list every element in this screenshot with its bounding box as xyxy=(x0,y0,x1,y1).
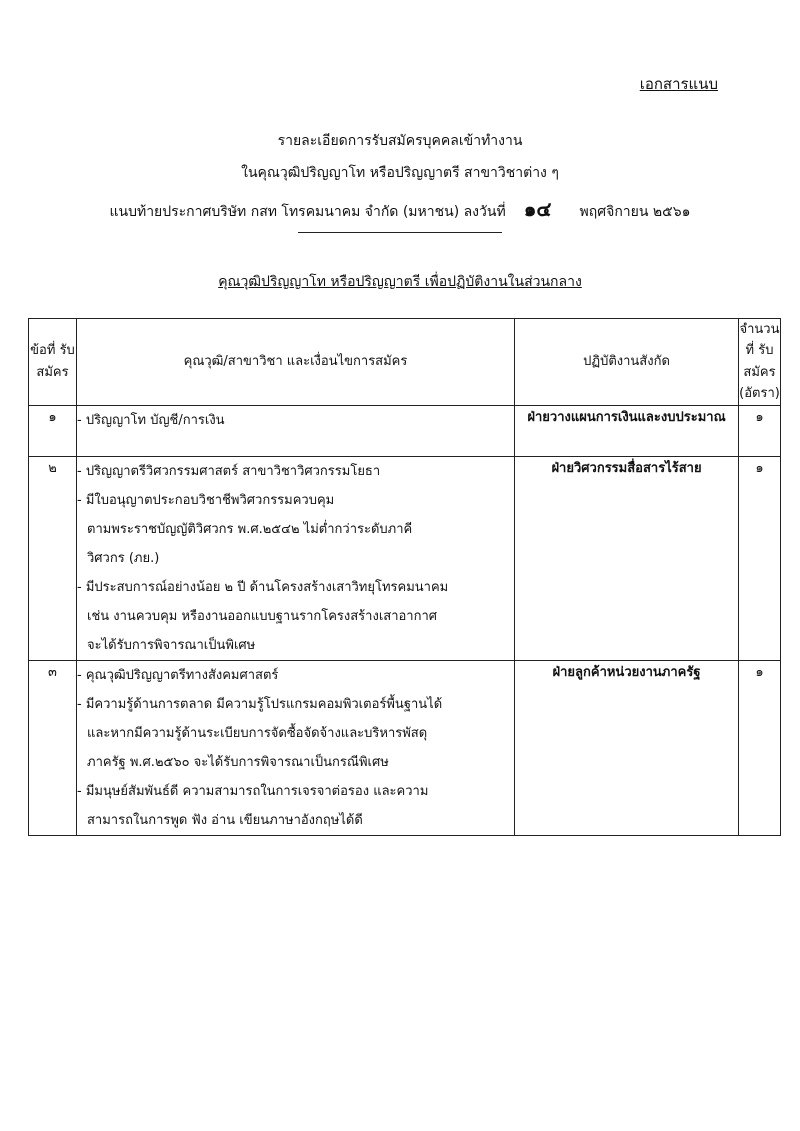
column-header-unit: ปฏิบัติงานสังกัด xyxy=(515,319,739,406)
qualification-line: - คุณวุฒิปริญญาตรีทางสังคมศาสตร์ xyxy=(77,667,279,683)
header-month-year: พฤศจิกายน ๒๕๖๑ xyxy=(579,204,691,220)
qualification-line: - มีความรู้ด้านการตลาด มีความรู้โปรแกรมคอมพิวเตอร์พื้นฐานได้ xyxy=(77,696,443,712)
header-line-3-prefix: แนบท้ายประกาศบริษัท กสท โทรคมนาคม จำกัด (มหาชน) ลงวันที่ xyxy=(109,204,506,220)
header-line-3 xyxy=(0,193,800,225)
qualification-line: - มีมนุษย์สัมพันธ์ดี ความสามารถในการเจรจาต่อรอง และความ xyxy=(77,783,429,799)
qualification-line: จะได้รับการพิจารณาเป็นพิเศษ xyxy=(87,637,256,653)
qualification-line: สามารถในการพูด ฟัง อ่าน เขียนภาษาอังกฤษได้ดี xyxy=(87,812,363,828)
unit-cell: ฝ่ายวางแผนการเงินและงบประมาณ xyxy=(515,405,739,456)
qualification-line: - ปริญญาตรีวิศวกรรมศาสตร์ สาขาวิชาวิศวกรรมโยธา xyxy=(77,463,381,479)
qualification-line: เช่น งานควบคุม หรืองานออกแบบฐานรากโครงสร้างเสาอากาศ xyxy=(87,608,438,624)
header-divider xyxy=(298,232,502,233)
column-header-count: จำนวนที่ รับสมัคร (อัตรา) xyxy=(739,319,781,406)
table-row xyxy=(29,405,781,456)
column-header-qualification: คุณวุฒิ/สาขาวิชา และเงื่อนไขการสมัคร xyxy=(77,319,515,406)
table-row xyxy=(29,456,781,660)
unit-cell: ฝ่ายวิศวกรรมสื่อสารไร้สาย xyxy=(515,456,739,660)
qualification-cell xyxy=(77,660,515,835)
row-number: ๓ xyxy=(29,660,77,835)
positions-table xyxy=(28,318,781,836)
header-line-1: รายละเอียดการรับสมัครบุคคลเข้าทำงาน xyxy=(277,133,523,149)
count-cell: ๑ xyxy=(739,405,781,456)
header-line-2: ในคุณวุฒิปริญญาโท หรือปริญญาตรี สาขาวิชาต่าง ๆ xyxy=(241,165,559,181)
qualification-cell xyxy=(77,456,515,660)
table-row xyxy=(29,660,781,835)
row-number: ๑ xyxy=(29,405,77,456)
qualification-line: วิศวกร (ภย.) xyxy=(87,550,160,566)
header-day: ๑๔ xyxy=(523,197,552,221)
column-header-no: ข้อที่ รับ สมัคร xyxy=(29,319,77,406)
row-number: ๒ xyxy=(29,456,77,660)
section-title: คุณวุฒิปริญญาโท หรือปริญญาตรี เพื่อปฏิบัติงานในส่วนกลาง xyxy=(218,274,582,290)
count-cell: ๑ xyxy=(739,660,781,835)
qualification-line: ภาครัฐ พ.ศ.๒๕๖๐ จะได้รับการพิจารณาเป็นกรณีพิเศษ xyxy=(87,754,389,770)
unit-cell: ฝ่ายลูกค้าหน่วยงานภาครัฐ xyxy=(515,660,739,835)
qualification-line: - มีประสบการณ์อย่างน้อย ๒ ปี ด้านโครงสร้างเสาวิทยุโทรคมนาคม xyxy=(77,579,449,595)
attachment-label: เอกสารแนบ xyxy=(639,75,718,93)
count-cell: ๑ xyxy=(739,456,781,660)
qualification-line: ตามพระราชบัญญัติวิศวกร พ.ศ.๒๕๔๒ ไม่ต่ำกว่าระดับภาคี xyxy=(87,521,413,537)
qualification-cell xyxy=(77,405,515,456)
qualification-line: - ปริญญาโท บัญชี/การเงิน xyxy=(77,412,225,428)
qualification-line: และหากมีความรู้ด้านระเบียบการจัดซื้อจัดจ้างและบริหารพัสดุ xyxy=(87,725,428,741)
qualification-line: - มีใบอนุญาตประกอบวิชาชีพวิศวกรรมควบคุม xyxy=(77,492,335,508)
